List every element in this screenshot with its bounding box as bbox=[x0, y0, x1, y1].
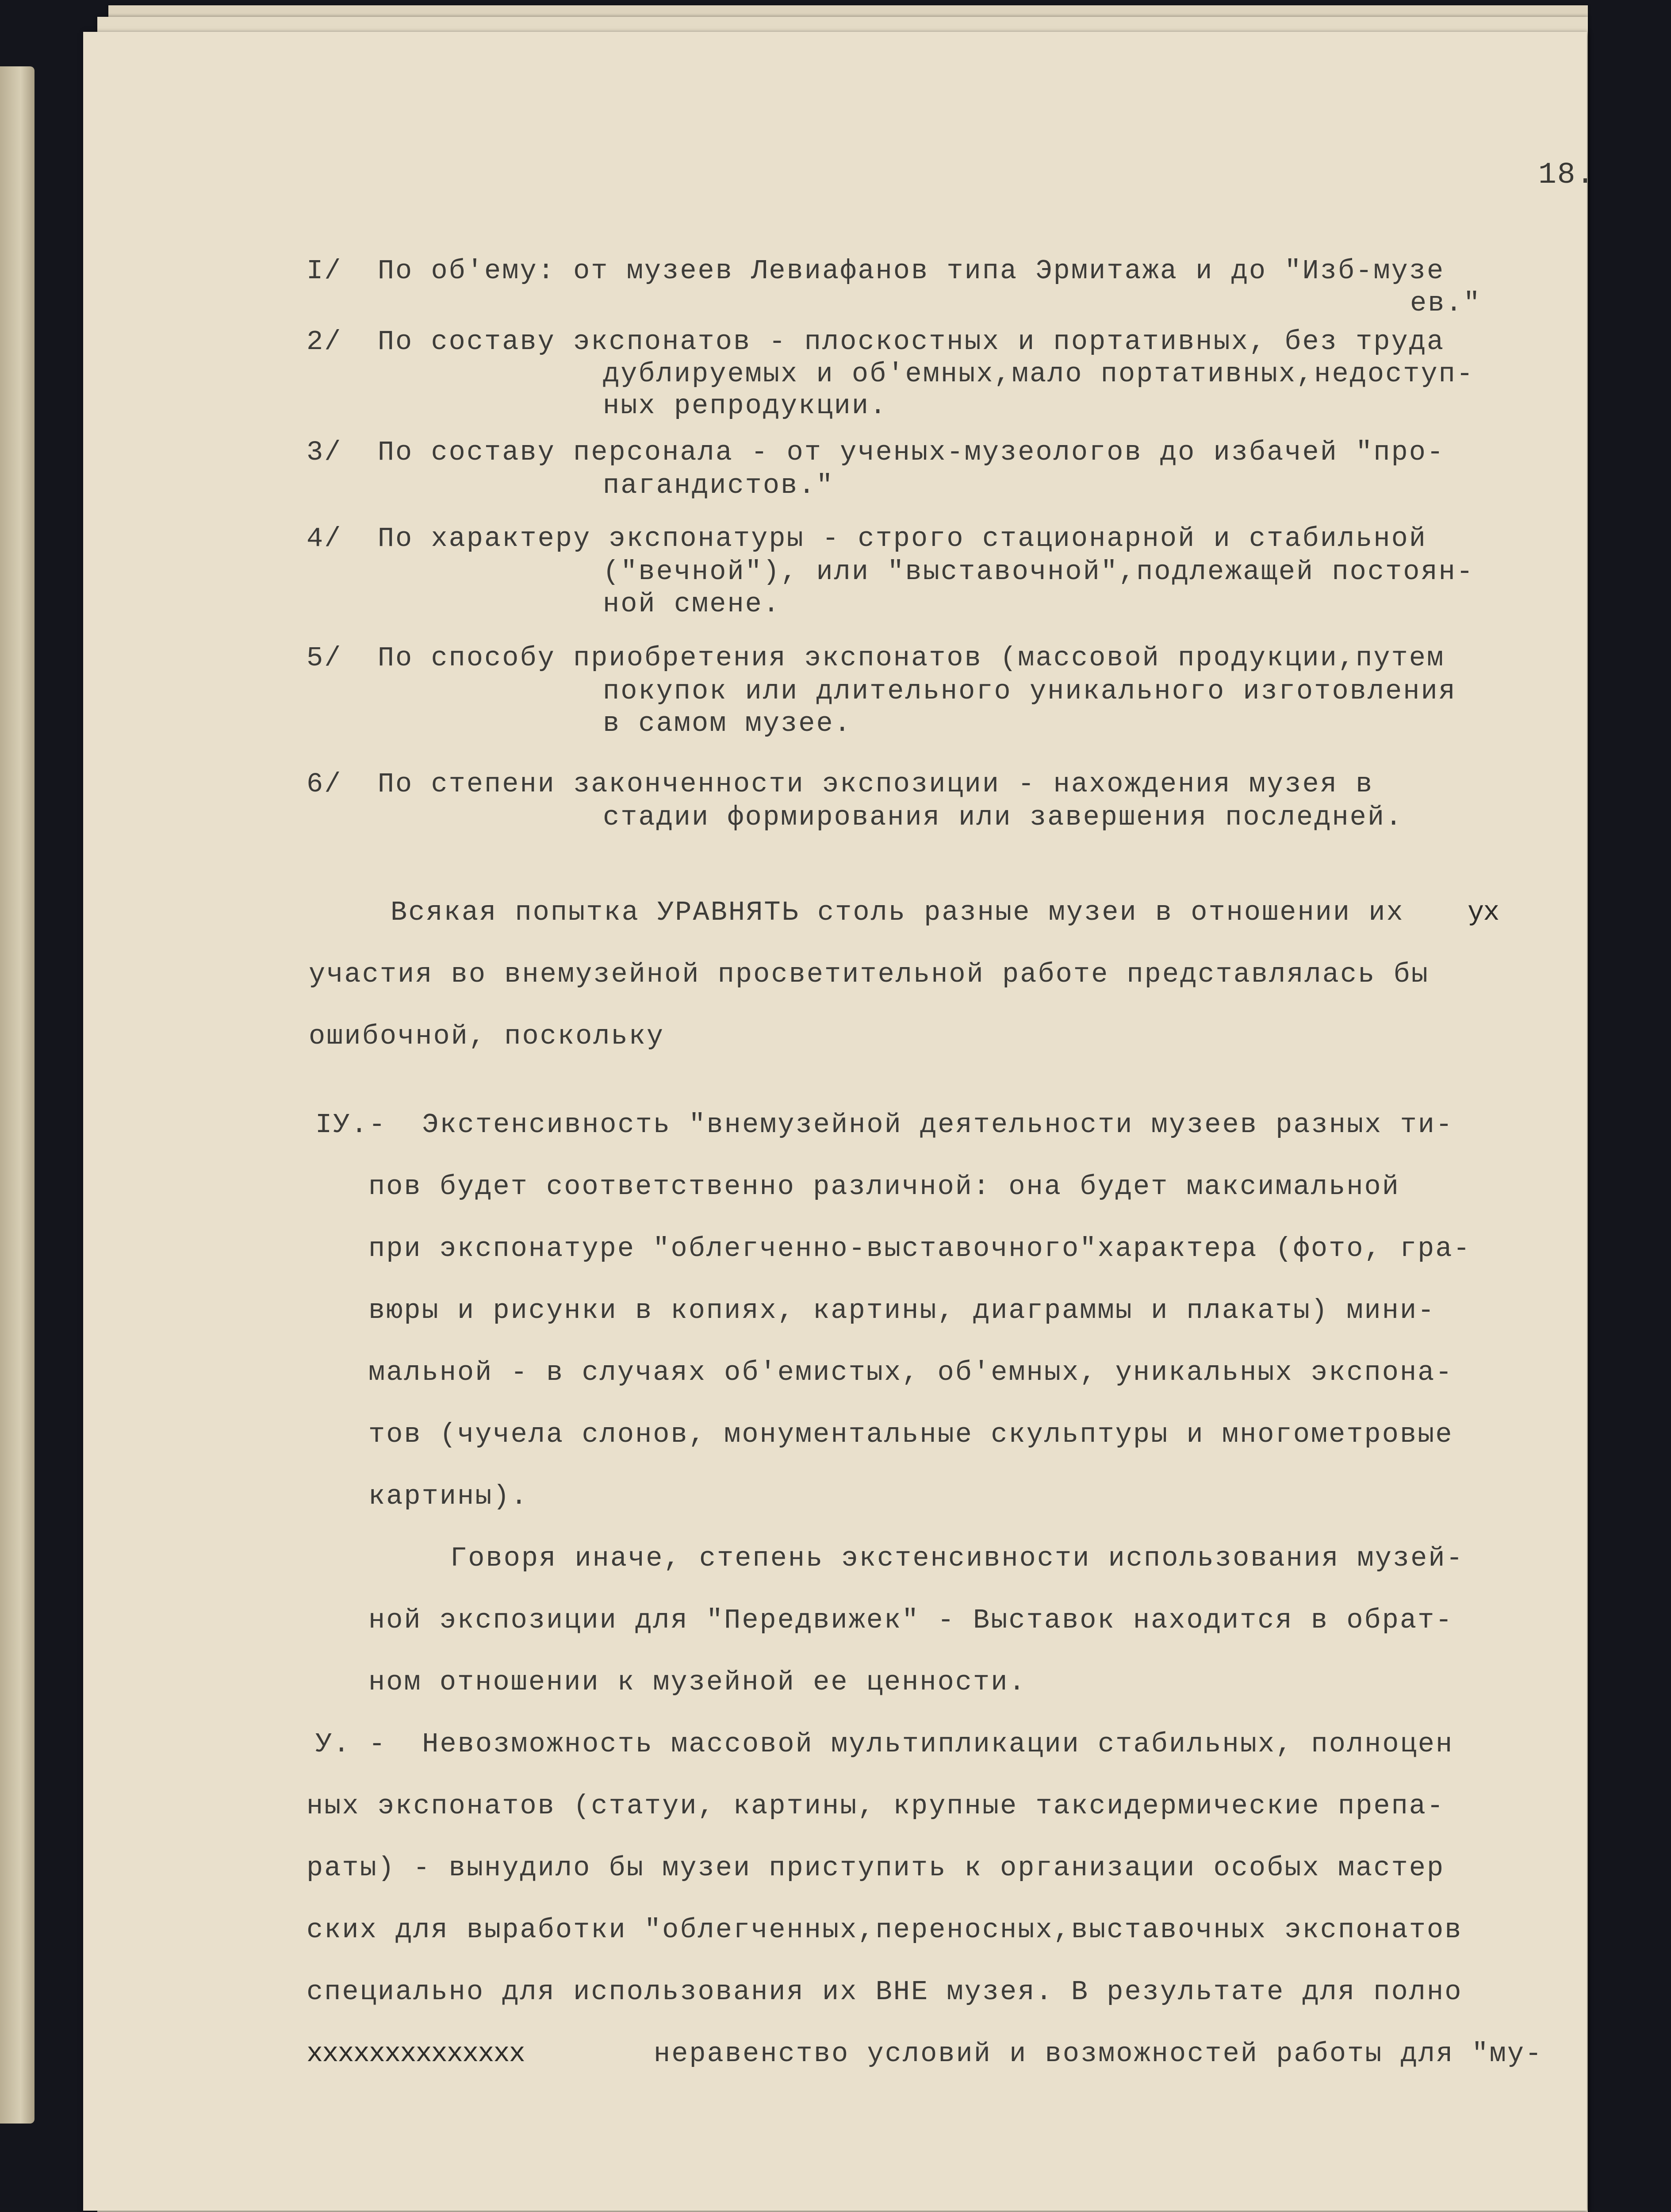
text-line: IУ.- Экстенсивность "внемузейной деятельности музеев разных ти- bbox=[315, 1109, 1454, 1141]
text-line: участия во внемузейной просветительной работе представлялась бы bbox=[309, 959, 1429, 990]
text-line: ских для выработки "облегченных,переносных,выставочных экспонатов bbox=[307, 1914, 1463, 1946]
text-line: Всякая попытка УРАВНЯТЬ столь разные музеи в отношении их bbox=[391, 897, 1404, 928]
text-line: 6/ По степени законченности экспозиции - нахождения музея в bbox=[307, 768, 1374, 800]
text-line: ных репродукции. bbox=[603, 390, 888, 422]
page-number: 18. bbox=[1538, 158, 1595, 192]
typewritten-page bbox=[83, 32, 1595, 2211]
text-line: 3/ По составу персонала - от ученых-музеологов до избачей "про- bbox=[307, 437, 1445, 468]
text-line: картины). bbox=[368, 1481, 529, 1512]
text-line: У. - Невозможность массовой мультипликации стабильных, полноцен bbox=[315, 1728, 1454, 1760]
text-line: 5/ По способу приобретения экспонатов (массовой продукции,путем bbox=[307, 642, 1445, 674]
text-line: ных экспонатов (статуи, картины, крупные таксидермические препа- bbox=[307, 1790, 1445, 1822]
text-line: специально для использования их ВНЕ музея. В результате для полно bbox=[307, 1976, 1463, 2008]
text-line: Говоря иначе, степень экстенсивности использования музей- bbox=[450, 1543, 1464, 1574]
text-line: стадии формирования или завершения последней. bbox=[603, 802, 1403, 833]
text-line: ошибочной, поскольку bbox=[309, 1021, 665, 1052]
text-line: дублируемых и об'емных,мало портативных,недоступ- bbox=[603, 358, 1475, 390]
text-line: 2/ По составу экспонатов - плоскостных и портативных, без труда bbox=[307, 326, 1445, 357]
text-line: пов будет соответственно различной: она будет максимальной bbox=[368, 1171, 1400, 1202]
text-line: ной экспозиции для "Передвижек" - Выставок находится в обрат- bbox=[368, 1605, 1453, 1636]
text-line: мальной - в случаях об'емистых, об'емных, уникальных экспона- bbox=[368, 1357, 1453, 1388]
struck-out-text: ух bbox=[1468, 897, 1499, 928]
text-line: неравенство условий и возможностей работы для "му- bbox=[654, 2038, 1543, 2070]
text-line: в самом музее. bbox=[603, 708, 852, 739]
struck-out-text: xxxxxxxxxxxxxx bbox=[307, 2038, 525, 2070]
text-line: ев." bbox=[1410, 288, 1481, 319]
text-line: 4/ По характеру экспонатуры - строго стационарной и стабильной bbox=[307, 523, 1427, 554]
text-line: ("вечной"), или "выставочной",подлежащей постоян- bbox=[603, 556, 1475, 588]
text-line: ной смене. bbox=[603, 588, 781, 620]
text-line: пагандистов." bbox=[603, 470, 834, 501]
adjacent-page-edge bbox=[0, 66, 34, 2124]
text-line: покупок или длительного уникального изготовления bbox=[603, 676, 1456, 707]
text-line: раты) - вынудило бы музеи приступить к организации особых мастер bbox=[307, 1852, 1445, 1884]
text-line: при экспонатуре "облегченно-выставочного"характера (фото, гра- bbox=[368, 1233, 1471, 1264]
text-line: I/ По об'ему: от музеев Левиафанов типа Эрмитажа и до "Изб-музе bbox=[307, 255, 1445, 287]
text-line: ном отношении к музейной ее ценности. bbox=[368, 1667, 1027, 1698]
text-line: тов (чучела слонов, монументальные скульптуры и многометровые bbox=[368, 1419, 1453, 1450]
text-line: вюры и рисунки в копиях, картины, диаграммы и плакаты) мини- bbox=[368, 1295, 1436, 1326]
